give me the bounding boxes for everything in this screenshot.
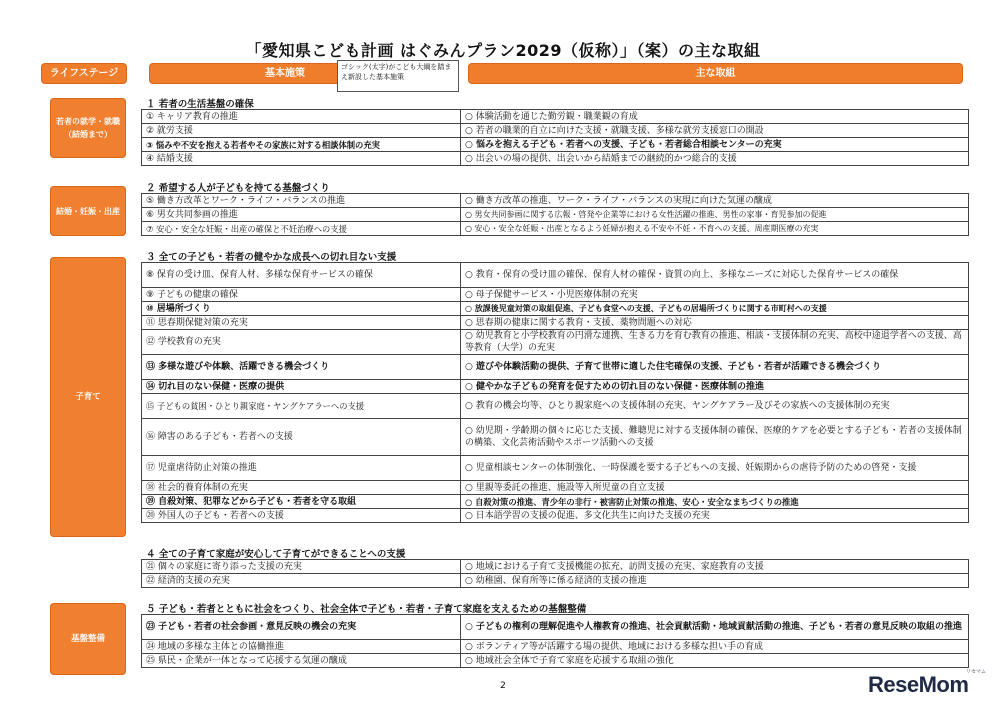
table-row [142,615,969,640]
section-1-table [141,109,969,166]
table-row [142,654,969,668]
initiative-cell: ○ 地域における子育て支援機能の拡充、訪問支援の充実、家庭教育の支援 [461,560,969,574]
section-4-table [141,559,969,588]
table-row [142,302,969,316]
initiative-cell: ○ 里親等委託の推進、施設等入所児童の自立支援 [461,481,969,495]
initiative-cell: ○ ボランティア等が活躍する場の提供、地域における多様な担い手の育成 [461,640,969,654]
stage-infrastructure: 基盤整備 [50,603,126,675]
header-basic-label: 基本施策 [265,68,305,79]
table-row [142,419,969,456]
policy-cell: ⑩ 居場所づくり [142,302,461,316]
initiative-cell: ○ 幼児期・学齢期の個々に応じた支援、難聴児に対する支援体制の確保、医療的ケアを必要とする子ども・若者の支援体制の構築、文化芸術活動やスポーツ活動への支援 [461,419,969,456]
policy-cell: ⑳ 外国人の子ども・若者への支援 [142,509,461,523]
initiative-cell: ○ 体験活動を通じた勤労観・職業観の育成 [461,110,969,124]
policy-cell: ④ 結婚支援 [142,152,461,166]
section-1-title: １ 若者の生活基盤の確保 [146,99,254,110]
initiative-cell: ○ 教育の機会均等、ひとり親家庭への支援体制の充実、ヤングケアラー及びその家族への支援体制の充実 [461,394,969,419]
policy-cell: ㉔ 地域の多様な主体との協働推進 [142,640,461,654]
section-3-title: ３ 全ての子ども・若者の健やかな成長への切れ目ない支援 [146,252,397,263]
page-number: 2 [500,681,506,691]
initiative-cell: ○ 子どもの権利の理解促進や人権教育の推進、社会貢献活動・地域貢献活動の推進、子ども・若者の意見反映の取組の推進 [461,615,969,640]
stage-youth: 若者の就学・就職（結婚まで） [50,98,126,158]
page-title: 「愛知県こども計画 はぐみんプラン2029（仮称）」（案）の主な取組 [245,41,761,60]
section-2-title: ２ 希望する人が子どもを持てる基盤づくり [146,183,330,194]
watermark-logo: ReseMom [868,672,969,697]
section-2-table [141,193,969,236]
policy-cell: ⑲ 自殺対策、犯罪などから子ども・若者を守る取組 [142,495,461,509]
policy-cell: ⑪ 思春期保健対策の充実 [142,316,461,330]
initiative-cell: ○ 自殺対策の推進、青少年の非行・被害防止対策の推進、安心・安全なまちづくりの推進 [461,495,969,509]
table-row [142,355,969,380]
legend-note: ゴシック(太字)がこども大綱を踏まえ新設した基本施策 [337,60,459,92]
initiative-cell: ○ 遊びや体験活動の提供、子育て世帯に適した住宅確保の支援、子ども・若者が活躍できる機会づくり [461,355,969,380]
initiative-cell: ○ 母子保健サービス・小児医療体制の充実 [461,288,969,302]
policy-cell: ⑧ 保育の受け皿、保育人材、多様な保育サービスの確保 [142,263,461,288]
initiative-cell: ○ 男女共同参画に関する広報・啓発や企業等における女性活躍の推進、男性の家事・育児参加の促進 [461,208,969,222]
table-row [142,124,969,138]
table-row [142,194,969,208]
initiative-cell: ○ 若者の職業的自立に向けた支援・就職支援、多様な就労支援窓口の開設 [461,124,969,138]
policy-cell: ⑯ 障害のある子ども・若者への支援 [142,419,461,456]
policy-cell: ③ 悩みや不安を抱える若者やその家族に対する相談体制の充実 [142,138,461,152]
table-row [142,110,969,124]
policy-cell: ⑱ 社会的養育体制の充実 [142,481,461,495]
policy-cell: ⑫ 学校教育の充実 [142,330,461,355]
policy-cell: ① キャリア教育の推進 [142,110,461,124]
policy-cell: ⑤ 働き方改革とワーク・ライフ・バランスの推進 [142,194,461,208]
initiative-cell: ○ 働き方改革の推進、ワーク・ライフ・バランスの実現に向けた気運の醸成 [461,194,969,208]
initiative-cell: ○ 出会いの場の提供、出会いから結婚までの継続的かつ総合的支援 [461,152,969,166]
initiative-cell: ○ 悩みを抱える子ども・若者への支援、子ども・若者総合相談センターの充実 [461,138,969,152]
table-row [142,288,969,302]
policy-cell: ㉒ 経済的支援の充実 [142,574,461,588]
policy-cell: ㉑ 個々の家庭に寄り添った支援の充実 [142,560,461,574]
table-row [142,481,969,495]
watermark-sub: リセマム [966,669,986,675]
table-row [142,495,969,509]
table-row [142,152,969,166]
policy-cell: ② 就労支援 [142,124,461,138]
table-row [142,330,969,355]
policy-cell: ⑰ 児童虐待防止対策の推進 [142,456,461,481]
table-row [142,208,969,222]
table-row [142,394,969,419]
section-5-title: ５ 子ども・若者とともに社会をつくり、社会全体で子ども・若者・子育て家庭を支えるための基盤整備 [146,604,587,615]
section-5-table [141,614,969,668]
table-row [142,456,969,481]
initiative-cell: ○ 放課後児童対策の取組促進、子ども食堂への支援、子どもの居場所づくりに関する市町村への支援 [461,302,969,316]
table-row [142,640,969,654]
header-life-stage: ライフステージ [42,64,126,83]
initiative-cell: ○ 幼稚園、保育所等に係る経済的支援の推進 [461,574,969,588]
policy-cell: ⑬ 多様な遊びや体験、活躍できる機会づくり [142,355,461,380]
policy-cell: ㉕ 県民・企業が一体となって応援する気運の醸成 [142,654,461,668]
initiative-cell: ○ 健やかな子どもの発育を促すための切れ目のない保健・医療体制の推進 [461,380,969,394]
table-row [142,574,969,588]
table-row [142,380,969,394]
initiative-cell: ○ 思春期の健康に関する教育・支援、薬物問題への対応 [461,316,969,330]
section-3-table [141,262,969,523]
table-row [142,509,969,523]
stage-childrearing: 子育て [50,257,126,537]
initiative-cell: ○ 地域社会全体で子育て家庭を応援する取組の強化 [461,654,969,668]
header-main-initiatives: 主な取組 [469,64,962,83]
initiative-cell: ○ 幼児教育と小学校教育の円滑な連携、生きる力を育む教育の推進、相談・支援体制の充実、高校中途退学者への支援、高等教育（大学）の充実 [461,330,969,355]
policy-cell: ⑦ 安心・安全な妊娠・出産の確保と不妊治療への支援 [142,222,461,236]
policy-cell: ⑭ 切れ目のない保健・医療の提供 [142,380,461,394]
stage-marriage: 結婚・妊娠・出産 [50,186,126,236]
initiative-cell: ○ 日本語学習の支援の促進、多文化共生に向けた支援の充実 [461,509,969,523]
initiative-cell: ○ 教育・保育の受け皿の確保、保育人材の確保・資質の向上、多様なニーズに対応した保育サービスの確保 [461,263,969,288]
initiative-cell: ○ 安心・安全な妊娠・出産となるよう妊婦が抱える不安や不妊・不育への支援、周産期医療の充実 [461,222,969,236]
table-row [142,560,969,574]
policy-cell: ⑥ 男女共同参画の推進 [142,208,461,222]
table-row [142,263,969,288]
policy-cell: ⑮ 子どもの貧困・ひとり親家庭・ヤングケアラーへの支援 [142,394,461,419]
table-row [142,222,969,236]
policy-cell: ㉓ 子ども・若者の社会参画・意見反映の機会の充実 [142,615,461,640]
section-4-title: ４ 全ての子育て家庭が安心して子育てができることへの支援 [146,549,406,560]
table-row [142,316,969,330]
policy-cell: ⑨ 子どもの健康の確保 [142,288,461,302]
table-row [142,138,969,152]
initiative-cell: ○ 児童相談センターの体制強化、一時保護を要する子どもへの支援、妊娠期からの虐待予防のための啓発・支援 [461,456,969,481]
